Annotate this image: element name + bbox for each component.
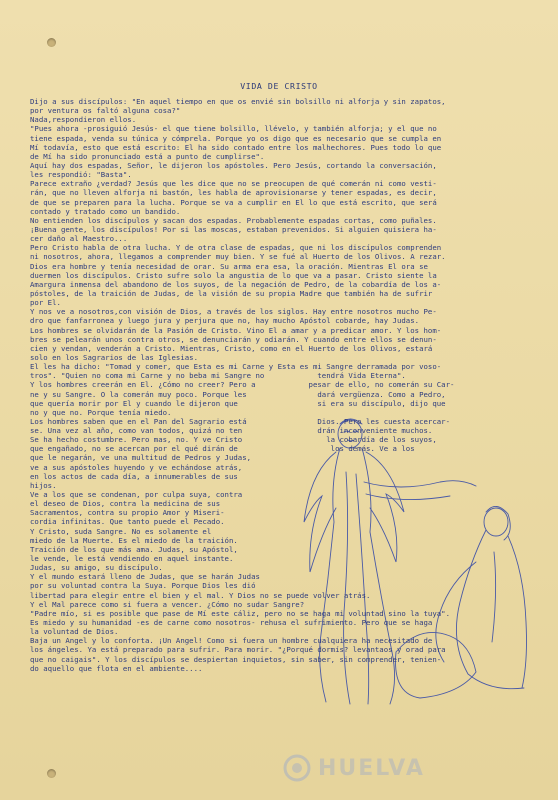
text-line: por El. (30, 298, 61, 308)
text-line: miedo de la Muerte. Es el miedo de la traición. (30, 535, 238, 545)
text-line: Y el Mal parece como si fuera a vencer. ¿Cómo no sudar Sangre? (30, 599, 305, 609)
text-line: Baja un Angel y lo conforta. ¡Un Angel! Como si fuera un hombre cualquiera ha necesitado de (30, 636, 433, 646)
text-line: la voluntad de Dios. (30, 627, 119, 637)
text-line: de que se preparen para la lucha. Porque se va a cumplir en El lo que está escrito, que será (30, 197, 437, 207)
text-line: Se ha hecho costumbre. Pero mas, no. Y ve Cristo la cobardía de los suyos, (30, 435, 437, 445)
text-line: Mí todavía, esto que está escrito: El ha sido contado entre los malhechores. Pues todo lo que (30, 142, 442, 152)
text-line: no y que no. Porque tenía miedo. (30, 407, 172, 417)
watermark-text: HUELVA (318, 756, 425, 781)
text-line: No entienden los discípulos y sacan dos espadas. Probablemente espadas cortas, como puñales. (30, 215, 437, 225)
text-line: dro que fanfarronea y luego jura y perjura que no, hay mucho Apóstol cobarde, hay Judas. (30, 316, 420, 326)
text-line: tros". "Quien no coma mi Carne y no beba mi Sangre no tendrá Vida Eterna". (30, 371, 406, 381)
text-line: que no caigais". Y los discípulos se despiertan inquietos, sin saber, sin comprender, tenien- (30, 654, 442, 664)
text-line: por su voluntad contra la Suya. Porque Dios les dió (30, 581, 256, 591)
text-line: cien y vendan, venderán a Cristo. Mientras, Cristo, como en el Huerto de los Olivos, estará (30, 343, 433, 353)
text-line: contado y tratado como un bandido. (30, 206, 181, 216)
text-line: Judas, su amigo, su discípulo. (30, 563, 163, 573)
text-line: El les ha dicho: "Tomad y comer, que Esta es mi Carne y Esta es mi Sangre derramada por voso- (30, 362, 442, 372)
document-body (30, 97, 535, 673)
text-line: los ángeles. Ya está preparado para sufrir. Para morir. "¿Porqué dormís? levantaos y orad para (30, 645, 446, 655)
text-line: póstoles, de la traición de Judas, de la visión de su propia Madre que también ha de sufrir (30, 288, 433, 298)
text-line: que quería morir por El y cuando le dijeron que si era su discípulo, dijo que (30, 398, 446, 408)
text-line: Los hombres se olvidarán de la Pasión de Cristo. Vino El a amar y a predicar amor. Y los hom- (30, 325, 442, 335)
text-line: Los hombres saben que en el Pan del Sagrario está Dios. Pero les cuesta acercar- (30, 416, 451, 426)
archive-watermark-icon (282, 753, 312, 783)
text-line: libertad para elegir entre el bien y el mal. Y Dios no se puede volver atrás. (30, 590, 371, 600)
text-line: cordia infinitas. Que tanto puede el Pecado. (30, 517, 225, 527)
text-line: por ventura os faltó alguna cosa?" (30, 106, 181, 116)
text-line: les respondió: "Basta". (30, 170, 132, 180)
text-line: el deseo de Dios, contra la medicina de sus (30, 499, 221, 509)
text-line: Sacramentos, contra su propio Amor y Miseri- (30, 508, 225, 518)
text-line: Y nos ve a nosotros,con visión de Dios, a través de los siglos. Hay entre nosotros mucho Pe- (30, 307, 437, 317)
text-line: Y los hombres creerán en El. ¿Cómo no creer? Pero a pesar de ello, no comerán su Car- (30, 380, 455, 390)
text-line: Y el mundo estará lleno de Judas, que se harán Judas (30, 572, 260, 582)
text-line: se. Una vez al año, como van todos, quizá no ten drán inconveniente muchos. (30, 426, 433, 436)
text-line: que engañado, no se acercan por el qué dirán de los demás. Ve a los (30, 444, 415, 454)
document-title: VIDA DE CRISTO (240, 81, 318, 91)
text-line: Traición de los que más ama. Judas, su Apóstol, (30, 544, 238, 554)
text-line: Aquí hay dos espadas, Señor, le dijeron los apóstoles. Pero Jesús, cortando la conversación, (30, 160, 437, 170)
text-line: duermen los discípulos. Cristo sufre solo la angustia de lo que va a pasar. Cristo siente la (30, 270, 437, 280)
text-line: Es miedo y su humanidad -es de carne como nosotros- rehusa el sufrimiento. Pero que se haga (30, 618, 433, 628)
text-line: ve a sus apóstoles huyendo y ve echándose atrás, (30, 462, 243, 472)
text-line: Dios era hombre y tenía necesidad de orar. Su arma era esa, la oración. Mientras El ora se (30, 261, 428, 271)
text-line: en los actos de cada día, a innumerables de sus (30, 471, 238, 481)
text-line: ne y su Sangre. O la comerán muy poco. Porque les dará vergüenza. Como a Pedro, (30, 389, 446, 399)
punch-hole-bottom (47, 769, 56, 778)
text-line: le vende, le está vendiendo en aquel instante. (30, 554, 234, 564)
punch-hole-top (47, 38, 56, 47)
text-line: rán, que no lleven alforja ni bastón, les habla de aprovisionarse y tener espadas, es decir, (30, 188, 437, 198)
text-line: Parece extraño ¿verdad? Jesús que les dice que no se preocupen de qué comerán ni como vesti- (30, 179, 437, 189)
text-line: Nada,respondieron ellos. (30, 115, 137, 125)
text-line: Pero Cristo habla de otra lucha. Y de otra clase de espadas, que ni los discípulos comprenden (30, 243, 442, 253)
text-line: solo en los Sagrarios de las Iglesias. (30, 352, 199, 362)
text-line: tiene espada, venda su túnica y cómprela. Porque yo os digo que es necesario que se cumpla en (30, 133, 442, 143)
text-line: Ve a los que se condenan, por culpa suya, contra (30, 490, 243, 500)
text-line: Dijo a sus discípulos: "En aquel tiempo en que os envié sin bolsillo ni alforja y sin zapatos, (30, 97, 446, 106)
text-line: que le negarán, ve una multitud de Pedros y Judas, (30, 453, 252, 463)
text-line: Amargura inmensa del abandono de los suyos, de la negación de Pedro, de la cobardía de los a- (30, 279, 442, 289)
text-line: cer daño al Maestro... (30, 234, 128, 244)
text-line: do aquello que flota en el ambiente.... (30, 663, 203, 673)
text-line: "Pues ahora -prosiguió Jesús- el que tiene bolsillo, llévelo, y también alforja; y el que no (30, 124, 437, 134)
text-line: ni nosotros, ahora, llegamos a comprender muy bien. Y se fué al Huerto de los Olivos. A rezar. (30, 252, 446, 262)
text-line: bres se pelearán unos contra otros, se denunciarán y odiarán. Y cuando entre ellos se denun- (30, 334, 437, 344)
text-line: de Mí ha sido pronunciado está a punto de cumplirse". (30, 151, 265, 161)
text-line: hijos. (30, 480, 57, 490)
text-line: ¡Buena gente, los discípulos! Por si las moscas, estaban prevenidos. Si alguien quisiera ha- (30, 224, 437, 234)
text-line: "Padre mío, si es posible que pase de Mí este cáliz, pero no se haga mi voluntad sino la tuya". (30, 608, 451, 618)
text-line: Y Cristo, suda Sangre. No es solamente el (30, 526, 212, 536)
